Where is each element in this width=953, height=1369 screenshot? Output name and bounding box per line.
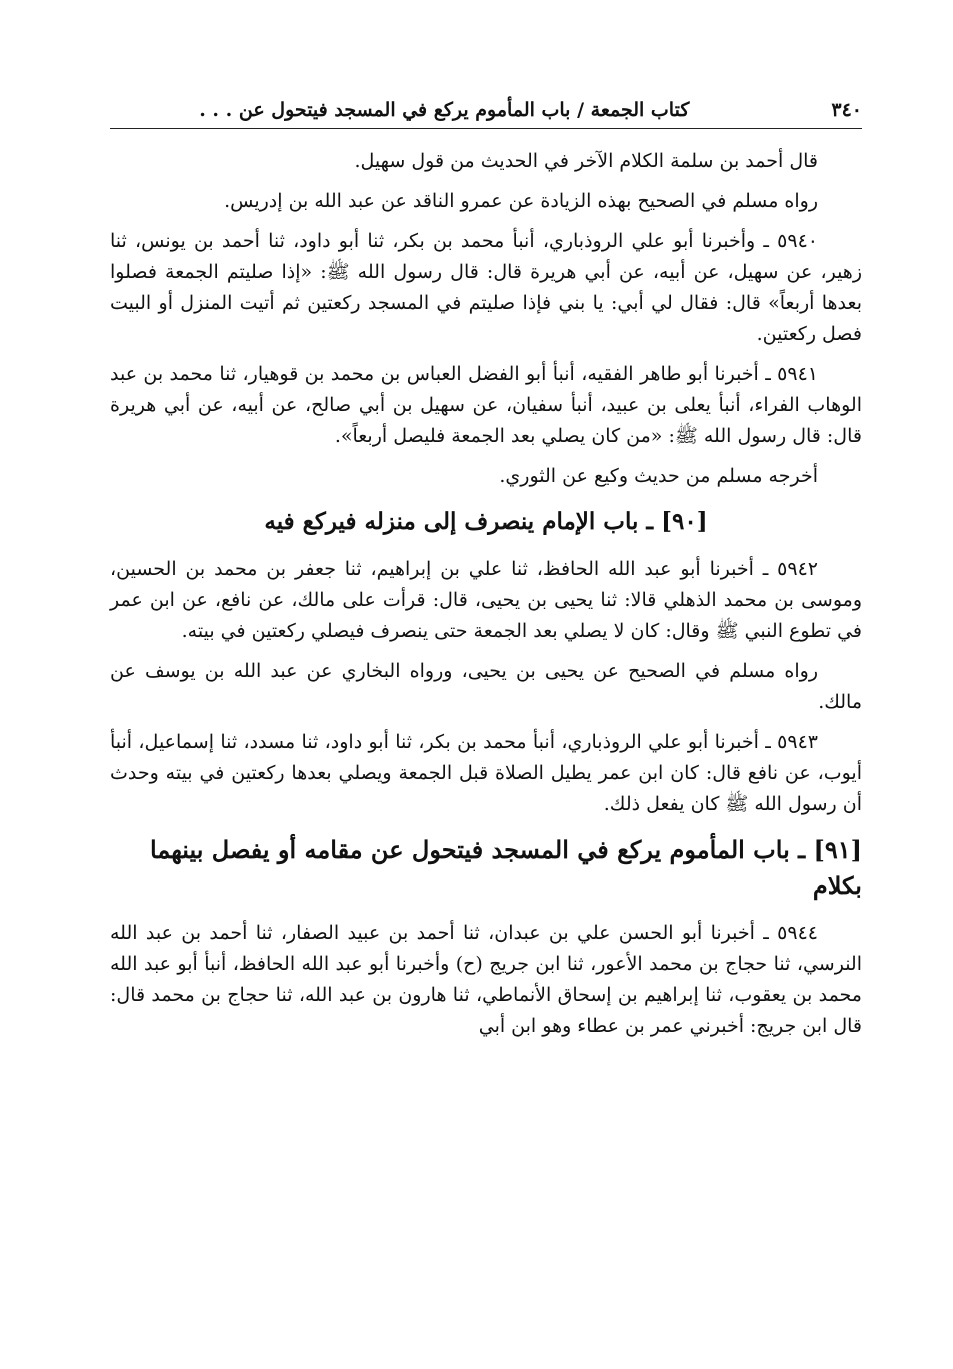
paragraph: أخرجه مسلم من حديث وكيع عن الثوري. [499,465,818,487]
hadith-5944: ٥٩٤٤ ـ أخبرنا أبو الحسن علي بن عبدان، ثنا أحمد بن عبيد الصفار، ثنا أحمد بن عبد الله النرسي، ثنا حجاج بن محمد الأعور، ثنا ابن جريج (ح) وأخبرنا أبو عبد الله الحافظ، أنبأ أبو عبد الله محمد بن يعقوب، ثنا إبراهيم بن إسحاق الأنماطي، ثنا هارون بن عبد الله، ثنا حجاج بن محمد قال: قال ابن جريج: أخبرني عمر بن عطاء وهو ابن أبي [110,922,862,1037]
paragraph: رواه مسلم في الصحيح عن يحيى بن يحيى، ورواه البخاري عن عبد الله بن يوسف عن مالك. [110,660,862,713]
chapter-heading-90: [٩٠] ـ باب الإمام ينصرف إلى منزله فيركع فيه [264,508,708,535]
header-title: كتاب الجمعة / باب المأموم يركع في المسجد فيتحول عن . . . [199,99,690,121]
paragraph: قال أحمد بن سلمة الكلام الآخر في الحديث من قول سهيل. [354,150,818,172]
running-header [110,92,862,129]
page-body [110,146,862,1051]
hadith-5943: ٥٩٤٣ ـ أخبرنا أبو علي الروذباري، أنبأ محمد بن بكر، ثنا أبو داود، ثنا مسدد، ثنا إسماعيل، أنبأ أيوب، عن نافع قال: كان ابن عمر يطيل الصلاة قبل الجمعة ويصلي بعدها ركعتين في بيته وحدث أن رسول الله ﷺ كان يفعل ذلك. [110,731,862,815]
page-number: ٣٤٠ [831,99,862,121]
hadith-5940: ٥٩٤٠ ـ وأخبرنا أبو علي الروذباري، أنبأ محمد بن بكر، ثنا أبو داود، ثنا أحمد بن يونس، ثنا زهير، عن سهيل، عن أبيه، عن أبي هريرة قال: قال رسول الله ﷺ: «إذا صليتم الجمعة فصلوا بعدها أربعاً» قال: فقال لي أبي: يا بني فإذا صليتم في المسجد ركعتين ثم أتيت المنزل أو البيت فصل ركعتين. [110,230,862,345]
chapter-heading-91: [٩١] ـ باب المأموم يركع في المسجد فيتحول عن مقامه أو يفصل بينهما بكلام [150,835,862,900]
hadith-5942: ٥٩٤٢ ـ أخبرنا أبو عبد الله الحافظ، ثنا علي بن إبراهيم، ثنا جعفر بن محمد بن الحسين، وموسى بن محمد الذهلي قالا: ثنا يحيى بن يحيى، قال: قرأت على مالك، عن نافع، عن ابن عمر في تطوع النبي ﷺ وقال: كان لا يصلي بعد الجمعة حتى ينصرف فيصلي ركعتين في بيته. [110,558,862,642]
hadith-5941: ٥٩٤١ ـ أخبرنا أبو طاهر الفقيه، أنبأ أبو الفضل العباس بن محمد بن قوهيار، ثنا محمد بن عبد الوهاب الفراء، أنبأ يعلى بن عبيد، أنبأ سفيان، عن سهيل بن أبي صالح، عن أبيه، عن أبي هريرة قال: قال رسول الله ﷺ: «من كان يصلي بعد الجمعة فليصل أربعاً». [110,363,862,447]
paragraph: رواه مسلم في الصحيح بهذه الزيادة عن عمرو الناقد عن عبد الله بن إدريس. [224,190,818,212]
